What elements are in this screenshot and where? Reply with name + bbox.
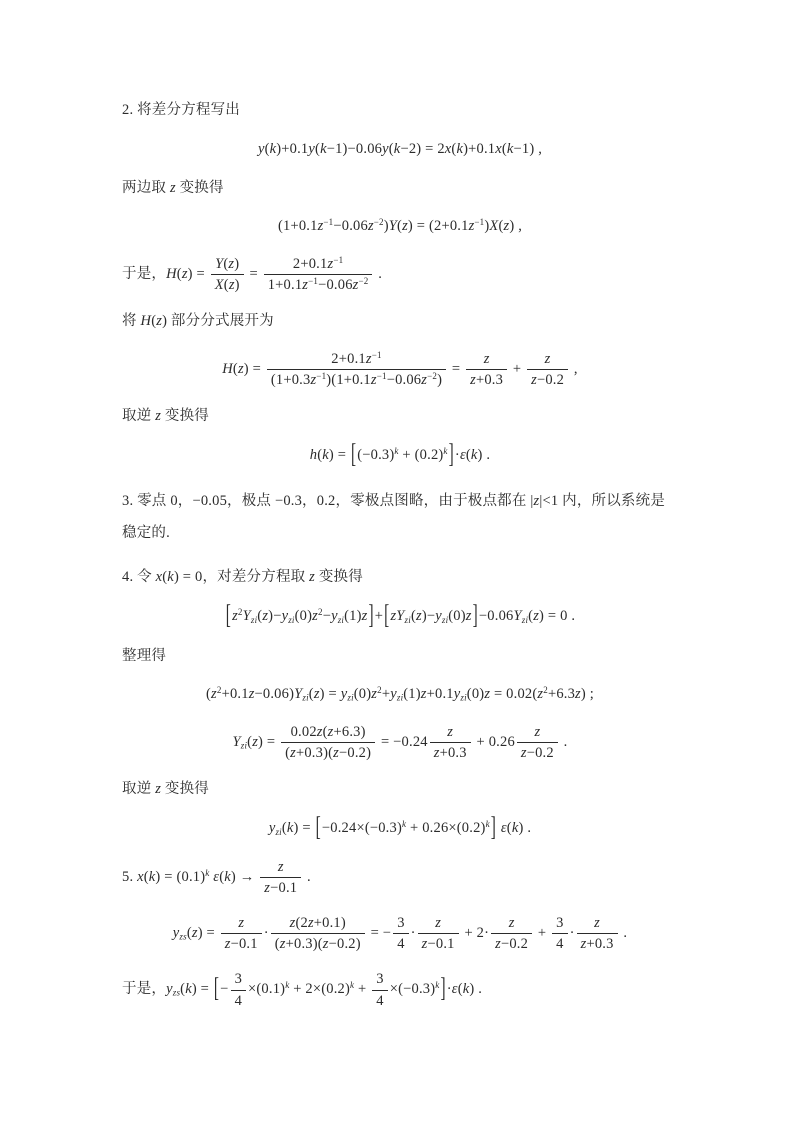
- big-bracket: ]: [368, 599, 374, 631]
- fraction: $\frac{2+0.1z^{-1}}{(1+0.3z^{-1})(1+0.1z^{-1}-0.06z^{-2})}$: [265, 350, 448, 389]
- fraction: $\frac{3}{4}$: [229, 970, 248, 1009]
- item2-inverse-ztransform-note: 取逆 z 变换得: [122, 408, 210, 425]
- eq-yzi-time-domain: $y_{zi}(k) = [-0.24\times(-0.3)^k + 0.26\times(0.2)^k]$ ε(k) .: [122, 818, 678, 841]
- fraction: $\frac{3}{4}$: [550, 914, 569, 953]
- item2-intro: 2. 将差分方程写出: [122, 102, 240, 118]
- fraction: $\frac{Y(z)}{X(z)}$: [209, 255, 246, 294]
- fraction: $\frac{3}{4}$: [391, 914, 410, 953]
- big-bracket: [: [213, 973, 220, 1005]
- big-bracket: ]: [440, 973, 446, 1005]
- fraction: $\frac{z}{z-0.1}$: [258, 858, 303, 897]
- eq-hz-partial-fraction: H(z) = $\frac{2+0.1z^{-1}}{(1+0.3z^{-1})(1+0.1z^{-1}-0.06z^{-2})}$ = $\frac{z}{z+0.3}$ + $\frac{z}{z-0.2}$ ,: [222, 350, 578, 389]
- fraction: $\frac{2+0.1z^{-1}}{1+0.1z^{-1}-0.06z^{-2}}$: [262, 255, 375, 294]
- eq-zero-input-transform: $[z^2Y_{zi}(z)-y_{zi}(0)z^2-y_{zi}(1)z]+[zY_{zi}(z)-y_{zi}(0)z]-0.06Y_{zi}(z) = 0$ .: [122, 606, 678, 629]
- eq-ztransform-both-sides: $(1+0.1z^{-1}-0.06z^{-2})Y(z) = (2+0.1z^{-1})X(z)$ ,: [277, 217, 523, 235]
- fraction: $\frac{z(2z+0.1)}{(z+0.3)(z-0.2)}$: [269, 914, 367, 953]
- big-bracket: [: [225, 599, 232, 631]
- eq-yzs-z-domain: $y_{zs}(z)$ = $\frac{z}{z-0.1}$ · $\frac{z(2z+0.1)}{(z+0.3)(z-0.2)}$ = − $\frac{3}{4}$ · $\frac{z}{z-0.1}$ + 2· $\frac{z}{z-0.2}$ + $\frac{3}{4}$ · $\frac{z}{z+0.3}$ .: [172, 915, 628, 953]
- eq-yzi-z-domain: $Y_{zi}(z)$ = $\frac{0.02z(z+6.3)}{(z+0.3)(z-0.2)}$ = −0.24 $\frac{z}{z+0.3}$ + 0.26 $\frac{z}{z-0.2}$ .: [232, 724, 568, 762]
- big-bracket: [: [350, 439, 357, 470]
- big-bracket: [: [384, 599, 390, 631]
- big-bracket: [: [315, 812, 321, 843]
- item2-partial-fraction-note: 将 H(z) 部分分式展开为: [122, 313, 274, 330]
- document-body: [122, 100, 678, 1010]
- fraction: $\frac{z}{z-0.2}$: [489, 914, 534, 953]
- big-bracket: ]: [472, 599, 478, 631]
- fraction: $\frac{z}{z+0.3}$: [428, 723, 473, 762]
- fraction: $\frac{z}{z-0.1}$: [219, 914, 264, 953]
- item4-inverse-ztransform-note: 取逆 z 变换得: [122, 781, 210, 798]
- eq-zero-input-rearranged: $(z^2+0.1z-0.06)Y_{zi}(z) = y_{zi}(0)z^2+y_{zi}(1)z+0.1y_{zi}(0)z = 0.02(z^2+6.3z)$ ;: [206, 685, 594, 704]
- fraction: $\frac{3}{4}$: [370, 970, 389, 1009]
- fraction: $\frac{z}{z-0.2}$: [515, 723, 560, 762]
- big-bracket: ]: [448, 439, 454, 470]
- item4-intro: 4. 令 x(k) = 0，对差分方程取 z 变换得: [122, 569, 363, 586]
- fraction: $\frac{z}{z+0.3}$: [464, 350, 509, 389]
- fraction: $\frac{z}{z+0.3}$: [575, 914, 620, 953]
- item5-conclusion: 于是，$y_{zs}(k)$ = [− $\frac{3}{4}$ $\times(0.1)^k + 2\times(0.2)^k$ + $\frac{3}{4}$ $\times(-0.3)^k]\cdot\varepsilon(k)$ .: [122, 970, 678, 1009]
- item2-ztransform-note: 两边取 z 变换得: [122, 179, 224, 196]
- fraction: $\frac{0.02z(z+6.3)}{(z+0.3)(z-0.2)}$: [279, 723, 377, 762]
- eq-impulse-response: $h(k) = [(-0.3)^k + (0.2)^k]\cdot\varepsilon(k)$ .: [122, 445, 678, 468]
- fraction: $\frac{z}{z-0.2}$: [525, 350, 570, 389]
- line-hz-definition: 于是，H(z) = $\frac{Y(z)}{X(z)}$ = $\frac{2+0.1z^{-1}}{1+0.1z^{-1}-0.06z^{-2}}$ .: [122, 255, 383, 294]
- item3-stability-statement: 3. 零点 0，−0.05，极点 −0.3，0.2，零极点图略，由于极点都在 |z|<1 内，所以系统是稳定的.: [122, 492, 666, 542]
- item4-rearrange-note: 整理得: [122, 647, 167, 664]
- fraction: $\frac{z}{z-0.1}$: [416, 914, 461, 953]
- item5-intro: 5. $x(k) = (0.1)^k$ ε(k) → $\frac{z}{z-0.1}$ .: [122, 858, 311, 897]
- eq-difference-equation: y(k)+0.1y(k−1)−0.06y(k−2) = 2x(k)+0.1x(k−1) ,: [257, 140, 543, 157]
- big-bracket: ]: [490, 812, 497, 843]
